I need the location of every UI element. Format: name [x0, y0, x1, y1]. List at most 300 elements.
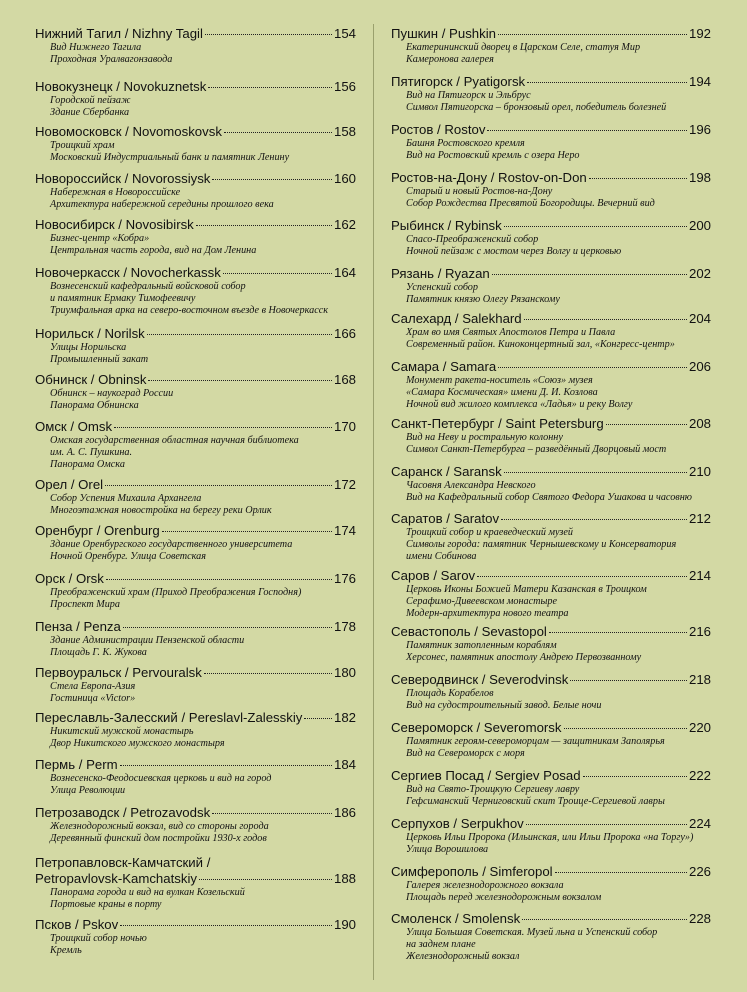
toc-caption-line: Вид на Свято-Троицкую Сергиеву лавру: [406, 784, 580, 795]
toc-entry-title-line: Петропавловск-Камчатский /: [35, 855, 211, 870]
toc-page-number: 180: [333, 665, 356, 680]
toc-entry-captions: [391, 138, 711, 162]
toc-caption-line: Проходная Уралвагонзавода: [50, 53, 173, 65]
toc-entry[interactable]: [35, 571, 356, 611]
toc-entry-title: Северодвинск / Severodvinsk: [391, 672, 569, 687]
toc-caption-line: Центральная часть города, вид на Дом Ленина: [50, 244, 257, 256]
toc-entry[interactable]: [391, 359, 711, 410]
toc-entry-captions: [35, 95, 356, 119]
toc-entry-heading: [391, 816, 711, 832]
toc-entry-title: Сергиев Посад / Sergiev Posad: [391, 768, 581, 783]
dot-leader: [504, 472, 687, 473]
toc-entry-heading: [35, 523, 356, 539]
toc-entry[interactable]: [35, 124, 356, 164]
toc-page-number: 188: [333, 871, 356, 886]
toc-page-number: 182: [333, 710, 356, 725]
toc-caption-line: Панорама города и вид на вулкан Козельский: [50, 887, 245, 898]
dot-leader: [212, 179, 332, 180]
toc-caption-line: Галерея железнодорожного вокзала: [406, 880, 564, 891]
toc-entry-captions: [35, 281, 356, 316]
toc-entry-captions: [35, 887, 356, 911]
toc-caption-line: на заднем плане: [406, 938, 476, 950]
toc-caption-line: Вознесенско-Феодосиевская церковь и вид на город: [50, 773, 272, 784]
toc-caption-line: Никитский мужской монастырь: [50, 726, 194, 737]
toc-entry-captions: [391, 927, 711, 962]
toc-entry[interactable]: [35, 326, 356, 366]
toc-entry-captions: [35, 140, 356, 164]
toc-caption-line: Портовые краны в порту: [50, 898, 162, 910]
toc-caption-line: Омская государственная областная научная библиотека: [50, 435, 299, 446]
toc-entry-title: Псков / Pskov: [35, 917, 119, 932]
dot-leader: [212, 813, 332, 814]
toc-caption-line: Улица Революции: [50, 784, 126, 796]
toc-entry[interactable]: [391, 864, 711, 904]
toc-entry-captions: [391, 640, 711, 664]
toc-page-number: 170: [333, 419, 356, 434]
toc-caption-line: Вид на судостроительный завод. Белые ночи: [406, 699, 602, 711]
toc-entry-captions: [391, 327, 711, 351]
toc-entry-title: Рыбинск / Rybinsk: [391, 218, 502, 233]
toc-entry-title: Смоленск / Smolensk: [391, 911, 521, 926]
dot-leader: [204, 673, 332, 674]
dot-leader: [492, 274, 687, 275]
toc-caption-line: Триумфальная арка на северо-восточном въезде в Новочеркасск: [50, 304, 329, 316]
toc-entry-heading: [35, 917, 356, 933]
toc-caption-line: Церковь Ильи Пророка (Ильинская, или Ильи Пророка «на Торгу»): [406, 832, 694, 843]
toc-caption-line: Промышленный закат: [50, 353, 149, 365]
toc-page-number: 210: [688, 464, 711, 479]
toc-entry-title: Серпухов / Serpukhov: [391, 816, 524, 831]
toc-caption-line: Херсонес, памятник апостолу Андрею Первозванному: [406, 651, 642, 663]
toc-caption-line: Церковь Иконы Божией Матери Казанская в Троицком: [406, 584, 647, 595]
toc-page-number: 156: [333, 79, 356, 94]
dot-leader: [120, 925, 332, 926]
toc-entry-heading: [391, 911, 711, 927]
toc-entry-title: Petropavlovsk-Kamchatskiy: [35, 871, 197, 886]
toc-page-number: 226: [688, 864, 711, 879]
column-divider: [373, 24, 374, 980]
dot-leader: [208, 87, 332, 88]
toc-entry-heading: [391, 464, 711, 480]
toc-entry[interactable]: [391, 568, 711, 619]
toc-caption-line: Городской пейзаж: [50, 95, 131, 106]
toc-entry-heading: [35, 419, 356, 435]
toc-caption-line: Ночной вид жилого комплекса «Ладья» и реку Волгу: [406, 398, 633, 410]
toc-entry[interactable]: [391, 768, 711, 808]
toc-entry-title: Переславль-Залесский / Pereslavl-Zalesskiy: [35, 710, 303, 725]
toc-entry-captions: [391, 736, 711, 760]
toc-entry-captions: [35, 187, 356, 211]
toc-caption-line: Панорама Обнинска: [50, 399, 139, 411]
toc-page-number: 216: [688, 624, 711, 639]
toc-entry-captions: [35, 435, 356, 470]
toc-entry[interactable]: [391, 74, 711, 114]
toc-page-number: 158: [333, 124, 356, 139]
toc-entry[interactable]: [391, 416, 711, 456]
toc-caption-line: Камеронова галерея: [406, 53, 494, 65]
toc-caption-line: Деревянный финский дом постройки 1930-х годов: [50, 832, 267, 844]
toc-entry-heading: [391, 218, 711, 234]
toc-entry[interactable]: [391, 266, 711, 306]
toc-entry-heading: [391, 26, 711, 42]
toc-entry-heading: [391, 416, 711, 432]
toc-page-number: 172: [333, 477, 356, 492]
toc-entry-captions: [391, 584, 711, 619]
toc-page-number: 220: [688, 720, 711, 735]
toc-entry-captions: [391, 234, 711, 258]
toc-entry-title: Пушкин / Pushkin: [391, 26, 496, 41]
toc-page-number: 176: [333, 571, 356, 586]
toc-caption-line: Собор Успения Михаила Архангела: [50, 493, 202, 504]
toc-entry-title: Новосибирск / Novosibirsk: [35, 217, 194, 232]
toc-caption-line: Серафимо-Дивеевском монастыре: [406, 595, 558, 607]
toc-entry-title: Самара / Samara: [391, 359, 497, 374]
toc-caption-line: Обнинск – наукоград России: [50, 388, 174, 399]
toc-entry[interactable]: [35, 710, 356, 750]
toc-caption-line: Троицкий собор ночью: [50, 933, 147, 944]
toc-entry-captions: [391, 527, 711, 562]
dot-leader: [526, 824, 687, 825]
toc-caption-line: Вид на Ростовский кремль с озера Неро: [406, 149, 580, 161]
toc-caption-line: «Самара Космическая» имени Д. И. Козлова: [406, 386, 598, 398]
toc-entry-title: Пятигорск / Pyatigorsk: [391, 74, 526, 89]
toc-entry[interactable]: [391, 170, 711, 210]
toc-entry-title: Орск / Orsk: [35, 571, 104, 586]
toc-entry[interactable]: [391, 26, 711, 66]
toc-page-number: 174: [333, 523, 356, 538]
dot-leader: [498, 367, 687, 368]
toc-caption-line: Вид на Неву и ростральную колонну: [406, 432, 563, 443]
toc-entry-title: Обнинск / Obninsk: [35, 372, 147, 387]
toc-entry-heading: [35, 871, 356, 887]
toc-entry[interactable]: [391, 816, 711, 856]
toc-entry-heading: [391, 768, 711, 784]
toc-caption-line: Модерн-архитектура нового театра: [406, 607, 569, 619]
toc-entry[interactable]: [35, 757, 356, 797]
toc-caption-line: Площадь перед железнодорожным вокзалом: [406, 891, 602, 903]
toc-caption-line: Вознесенский кафедральный войсковой собор: [50, 281, 246, 292]
toc-caption-line: Ночной пейзаж с мостом через Волгу и церковью: [406, 245, 622, 257]
toc-entry-heading: [391, 266, 711, 282]
toc-page-number: 214: [688, 568, 711, 583]
toc-caption-line: Вид на Пятигорск и Эльбрус: [406, 90, 531, 101]
toc-page-number: 218: [688, 672, 711, 687]
toc-entry[interactable]: [35, 523, 356, 563]
toc-entry-title: Симферополь / Simferopol: [391, 864, 553, 879]
toc-entry-title: Новокузнецк / Novokuznetsk: [35, 79, 207, 94]
dot-leader: [120, 765, 332, 766]
toc-entry-captions: [35, 681, 356, 705]
toc-page-number: 164: [333, 265, 356, 280]
toc-caption-line: Стела Европа-Азия: [50, 681, 136, 692]
toc-entry[interactable]: [35, 917, 356, 957]
toc-entry-title: Саров / Sarov: [391, 568, 476, 583]
toc-caption-line: Современный район. Киноконцертный зал, «Конгресс-центр»: [406, 338, 675, 350]
toc-caption-line: Спасо-Преображенский собор: [406, 234, 539, 245]
toc-entry-title: Севастополь / Sevastopol: [391, 624, 547, 639]
toc-caption-line: Успенский собор: [406, 282, 478, 293]
toc-page-number: 184: [333, 757, 356, 772]
toc-page-number: 206: [688, 359, 711, 374]
toc-entry-heading: [35, 326, 356, 342]
toc-caption-line: Проспект Мира: [50, 598, 120, 610]
toc-entry-title: Петрозаводск / Petrozavodsk: [35, 805, 211, 820]
toc-entry-heading: [35, 571, 356, 587]
toc-entry-captions: [35, 493, 356, 517]
toc-page-number: 228: [688, 911, 711, 926]
toc-entry-title: Новочеркасск / Novocherkassk: [35, 265, 221, 280]
dot-leader: [105, 485, 332, 486]
toc-entry[interactable]: [35, 665, 356, 705]
toc-entry-title: Новороссийск / Novorossiysk: [35, 171, 211, 186]
toc-page-number: 166: [333, 326, 356, 341]
toc-entry[interactable]: [391, 672, 711, 712]
dot-leader: [606, 424, 687, 425]
toc-caption-line: Башня Ростовского кремля: [406, 138, 525, 149]
toc-entry-captions: [391, 480, 711, 504]
toc-entry-captions: [35, 773, 356, 797]
toc-entry-heading: [391, 359, 711, 375]
toc-caption-line: Троицкий храм: [50, 140, 115, 151]
toc-caption-line: им. А. С. Пушкина.: [50, 446, 133, 458]
toc-entry-captions: [35, 42, 356, 66]
toc-entry-heading: [35, 665, 356, 681]
dot-leader: [199, 879, 332, 880]
toc-page-number: 224: [688, 816, 711, 831]
toc-entry-heading: [35, 710, 356, 726]
toc-entry-captions: [391, 784, 711, 808]
toc-entry-heading: [391, 122, 711, 138]
toc-caption-line: Вид на Кафедральный собор Святого Федора Ушакова и часовню: [406, 491, 692, 503]
toc-caption-line: Часовня Александра Невского: [406, 480, 536, 491]
toc-entry-title: Оренбург / Orenburg: [35, 523, 160, 538]
toc-caption-line: Екатерининский дворец в Царском Селе, статуя Мир: [406, 42, 641, 53]
toc-entry-title: Первоуральск / Pervouralsk: [35, 665, 202, 680]
toc-entry-title: Пенза / Penza: [35, 619, 121, 634]
toc-caption-line: Улица Ворошилова: [406, 843, 489, 855]
toc-entry-heading: [35, 124, 356, 140]
toc-entry-captions: [35, 539, 356, 563]
toc-caption-line: Памятник князю Олегу Рязанскому: [406, 293, 560, 305]
toc-entry-captions: [391, 432, 711, 456]
toc-entry[interactable]: [35, 265, 356, 316]
toc-entry-heading: [35, 372, 356, 388]
toc-entry-heading: [35, 619, 356, 635]
toc-entry-title: Санкт-Петербург / Saint Petersburg: [391, 416, 604, 431]
toc-entry-title: Пермь / Perm: [35, 757, 118, 772]
toc-entry-captions: [391, 90, 711, 114]
toc-entry-captions: [391, 375, 711, 410]
toc-entry-heading: [391, 311, 711, 327]
toc-caption-line: Кремль: [50, 944, 82, 956]
dot-leader: [114, 427, 332, 428]
dot-leader: [501, 519, 687, 520]
toc-page-number: 190: [333, 917, 356, 932]
toc-entry-heading: [391, 672, 711, 688]
toc-entry-heading: [35, 805, 356, 821]
dot-leader: [564, 728, 687, 729]
toc-caption-line: Монумент ракета-носитель «Союз» музея: [406, 375, 593, 386]
dot-leader: [524, 319, 687, 320]
toc-caption-line: Бизнес-центр «Кобра»: [50, 233, 150, 244]
toc-page-number: 200: [688, 218, 711, 233]
toc-entry-title: Норильск / Norilsk: [35, 326, 145, 341]
dot-leader: [527, 82, 687, 83]
toc-entry-heading: [391, 170, 711, 186]
dot-leader: [498, 34, 687, 35]
toc-entry-heading: [35, 171, 356, 187]
toc-caption-line: Храм во имя Святых Апостолов Петра и Павла: [406, 327, 616, 338]
toc-caption-line: Московский Индустриальный банк и памятник Ленину: [50, 151, 290, 163]
toc-entry-captions: [391, 880, 711, 904]
toc-entry-title: Саранск / Saransk: [391, 464, 502, 479]
toc-entry[interactable]: [391, 311, 711, 351]
dot-leader: [504, 226, 687, 227]
toc-caption-line: Многоэтажная новостройка на берегу реки Орлик: [50, 504, 272, 516]
toc-caption-line: Железнодорожный вокзал: [406, 950, 520, 962]
toc-entry-captions: [35, 635, 356, 659]
toc-caption-line: Символ Пятигорска – бронзовый орел, победитель болезней: [406, 101, 667, 113]
toc-caption-line: Символ Санкт-Петербурга – разведённый Дворцовый мост: [406, 443, 667, 455]
dot-leader: [549, 632, 687, 633]
toc-caption-line: Гефсиманский Черниговский скит Троице-Сергиевой лавры: [406, 795, 665, 807]
toc-page-number: 196: [688, 122, 711, 137]
toc-entry-captions: [391, 832, 711, 856]
dot-leader: [224, 132, 332, 133]
toc-page-number: 204: [688, 311, 711, 326]
toc-entry-heading: [391, 864, 711, 880]
toc-entry-title: Североморск / Severomorsk: [391, 720, 562, 735]
toc-entry-title: Ростов-на-Дону / Rostov-on-Don: [391, 170, 587, 185]
toc-entry[interactable]: [391, 122, 711, 162]
toc-entry-heading: [391, 624, 711, 640]
dot-leader: [162, 531, 332, 532]
toc-caption-line: Преображенский храм (Приход Преображения Господня): [50, 587, 302, 598]
toc-caption-line: Архитектура набережной середины прошлого века: [50, 198, 274, 210]
toc-caption-line: Вид Нижнего Тагила: [50, 42, 142, 53]
toc-entry-heading: [35, 477, 356, 493]
dot-leader: [304, 718, 332, 719]
dot-leader: [522, 919, 687, 920]
toc-caption-line: Символы города: памятник Чернышевскому и Консерватория: [406, 538, 677, 550]
toc-page-number: 178: [333, 619, 356, 634]
toc-entry-title: Рязань / Ryazan: [391, 266, 490, 281]
toc-entry[interactable]: [35, 372, 356, 412]
toc-entry[interactable]: [35, 217, 356, 257]
toc-caption-line: и памятник Ермаку Тимофеевичу: [50, 292, 196, 304]
toc-entry-heading: [391, 568, 711, 584]
toc-entry[interactable]: [391, 624, 711, 664]
toc-entry-captions: [35, 587, 356, 611]
toc-caption-line: Памятник героям-североморцам — защитникам Заполярья: [406, 736, 665, 747]
dot-leader: [205, 34, 332, 35]
dot-leader: [477, 576, 687, 577]
toc-entry-heading: [35, 217, 356, 233]
toc-caption-line: Ночной Оренбург. Улица Советская: [50, 550, 206, 562]
toc-entry[interactable]: [391, 720, 711, 760]
toc-entry-captions: [35, 342, 356, 366]
dot-leader: [123, 627, 332, 628]
toc-entry[interactable]: [35, 805, 356, 845]
toc-entry-captions: [391, 282, 711, 306]
toc-entry-title: Ростов / Rostov: [391, 122, 486, 137]
toc-page-number: 160: [333, 171, 356, 186]
dot-leader: [106, 579, 332, 580]
dot-leader: [555, 872, 687, 873]
toc-entry-title: Нижний Тагил / Nizhny Tagil: [35, 26, 203, 41]
toc-caption-line: Собор Рождества Пресвятой Богородицы. Вечерний вид: [406, 197, 655, 209]
toc-caption-line: Вид на Североморск с моря: [406, 747, 525, 759]
toc-entry-heading: [391, 720, 711, 736]
toc-caption-line: Площадь Корабелов: [406, 688, 494, 699]
toc-caption-line: Улица Большая Советская. Музей льна и Успенский собор: [406, 927, 658, 938]
toc-entry[interactable]: [35, 855, 356, 911]
toc-entry[interactable]: [35, 419, 356, 470]
toc-entry-heading: [391, 511, 711, 527]
toc-entry-captions: [35, 821, 356, 845]
toc-page-number: 194: [688, 74, 711, 89]
toc-entry-heading: [391, 74, 711, 90]
toc-entry[interactable]: [391, 911, 711, 962]
toc-entry-captions: [35, 933, 356, 957]
dot-leader: [583, 776, 687, 777]
toc-caption-line: Гостиница «Victor»: [50, 692, 136, 704]
toc-page-number: 222: [688, 768, 711, 783]
toc-entry[interactable]: [35, 619, 356, 659]
dot-leader: [148, 380, 332, 381]
toc-page-number: 186: [333, 805, 356, 820]
toc-caption-line: Здание Администрации Пензенской области: [50, 635, 245, 646]
toc-entry[interactable]: [391, 218, 711, 258]
toc-entry-title: Саратов / Saratov: [391, 511, 500, 526]
toc-entry[interactable]: [391, 511, 711, 562]
dot-leader: [589, 178, 687, 179]
toc-entry-title: Новомосковск / Novomoskovsk: [35, 124, 222, 139]
toc-page-number: 154: [333, 26, 356, 41]
toc-entry[interactable]: [35, 79, 356, 119]
toc-caption-line: Здание Сбербанка: [50, 106, 130, 118]
toc-caption-line: Площадь Г. К. Жукова: [50, 646, 147, 658]
dot-leader: [196, 225, 332, 226]
toc-entry[interactable]: [391, 464, 711, 504]
toc-entry[interactable]: [35, 477, 356, 517]
toc-caption-line: Троицкий собор и краеведческий музей: [406, 527, 573, 538]
toc-caption-line: Здание Оренбургского государственного университета: [50, 539, 293, 550]
toc-page-number: 212: [688, 511, 711, 526]
toc-page-number: 202: [688, 266, 711, 281]
dot-leader: [570, 680, 687, 681]
toc-page-number: 162: [333, 217, 356, 232]
toc-entry-title: Салехард / Salekhard: [391, 311, 522, 326]
toc-page-number: 168: [333, 372, 356, 387]
toc-entry-captions: [391, 186, 711, 210]
toc-entry-captions: [35, 233, 356, 257]
dot-leader: [223, 273, 332, 274]
toc-page-number: 208: [688, 416, 711, 431]
toc-entry-heading: [35, 757, 356, 773]
toc-entry-title: Орел / Orel: [35, 477, 104, 492]
toc-entry-captions: [391, 42, 711, 66]
dot-leader: [147, 334, 332, 335]
toc-entry[interactable]: [35, 171, 356, 211]
toc-caption-line: Улицы Норильска: [50, 342, 127, 353]
toc-entry-heading: [35, 79, 356, 95]
toc-caption-line: Старый и новый Ростов-на-Дону: [406, 186, 553, 197]
toc-entry-captions: [35, 388, 356, 412]
toc-page-number: 192: [688, 26, 711, 41]
toc-caption-line: Двор Никитского мужского монастыря: [50, 737, 225, 749]
toc-entry[interactable]: [35, 26, 356, 66]
